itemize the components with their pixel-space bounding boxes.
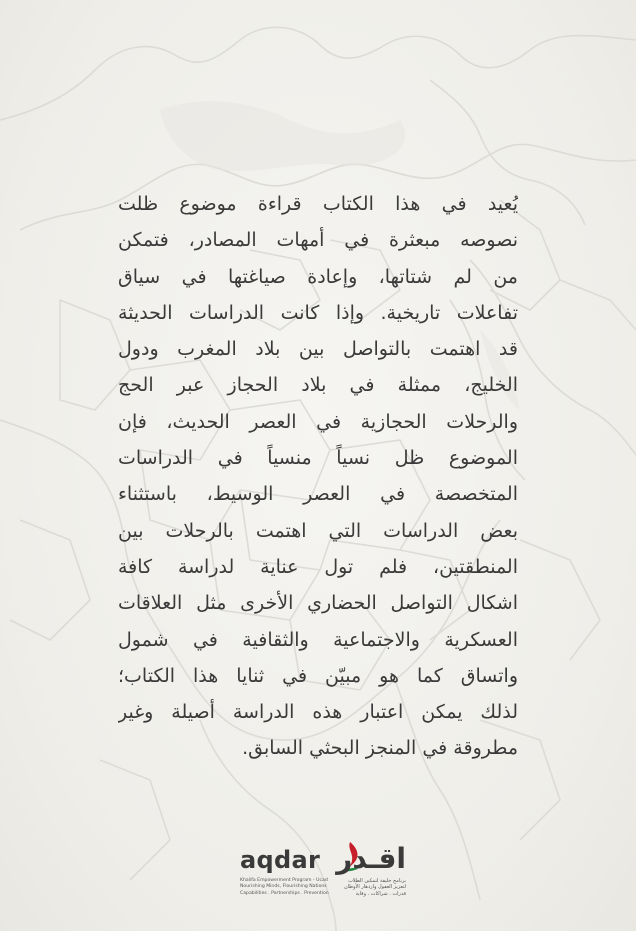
logo-arabic-tagline (326, 878, 406, 897)
blurb-line: لذلك يمكن اعتبار هذه الدراسة أصيلة وغير (118, 701, 518, 724)
blurb-line: بعض الدراسات التي اهتمت بالرحلات بين (118, 519, 518, 542)
map-border (100, 760, 170, 880)
map-border (10, 520, 90, 640)
logo-english-line: Capabilities . Partnerships . Prevention (240, 890, 329, 896)
map-coastline (0, 27, 636, 120)
map-sea (160, 101, 405, 171)
logo-english-line: Khalifa Empowerment Program - Ucad (240, 878, 328, 883)
blurb-line: الخليج، ممثلة في بلاد الحجاز عبر الحج (118, 374, 518, 397)
aqdar-logo (240, 840, 406, 910)
logo-arabic-name: اقـدر (336, 842, 406, 875)
blurb-line: تفاعلات تاريخية. وإذا كانت الدراسات الحديثة (118, 301, 518, 324)
map-border (520, 540, 600, 660)
blurb-line: واتساق كما هو مبيّن في ثنايا هذا الكتاب؛ (118, 664, 518, 687)
logo-english-tagline (240, 878, 329, 897)
logo-arabic-line: لتعزيز العقول وازدهار الأوطان (343, 884, 406, 891)
blurb-line: اشكال التواصل الحضاري الأخرى مثل العلاقات (118, 592, 518, 615)
blurb-line: الموضوع ظل نسياً منسياً في الدراسات (118, 447, 518, 470)
blurb-line: المتخصصة في العصر الوسيط، باستثناء (118, 483, 518, 506)
blurb-line: نصوصه مبعثرة في أمهات المصادر، فتمكن (118, 229, 518, 252)
logo-arabic-line: برنامج خليفة لتمكين الطلاب (348, 878, 406, 884)
blurb-line: يُعيد في هذا الكتاب قراءة موضوع ظلت (118, 193, 518, 215)
logo-english-line: Nourishing Minds, Flourishing Nations (240, 884, 327, 890)
blurb-line: قد اهتمت بالتواصل بين بلاد المغرب ودول (118, 338, 518, 361)
map-border (560, 280, 636, 330)
blurb-line: من لم شتاتها، وإعادة صياغتها في سياق (118, 265, 518, 288)
blurb-line: العسكرية والاجتماعية والثقافية في شمول (118, 628, 518, 651)
blurb-line: المنطقتين، فلم تول عناية لدراسة كافة (118, 555, 518, 578)
blurb-line: والرحلات الحجازية في العصر الحديث، فإن (118, 410, 518, 433)
back-cover-blurb (118, 186, 518, 767)
blurb-line-last: مطروقة في المنجز البحثي السابق. (242, 737, 518, 760)
logo-latin-name: aqdar (240, 846, 321, 874)
logo-arabic-line: قدرات . شراكات . وقاية (355, 890, 406, 897)
